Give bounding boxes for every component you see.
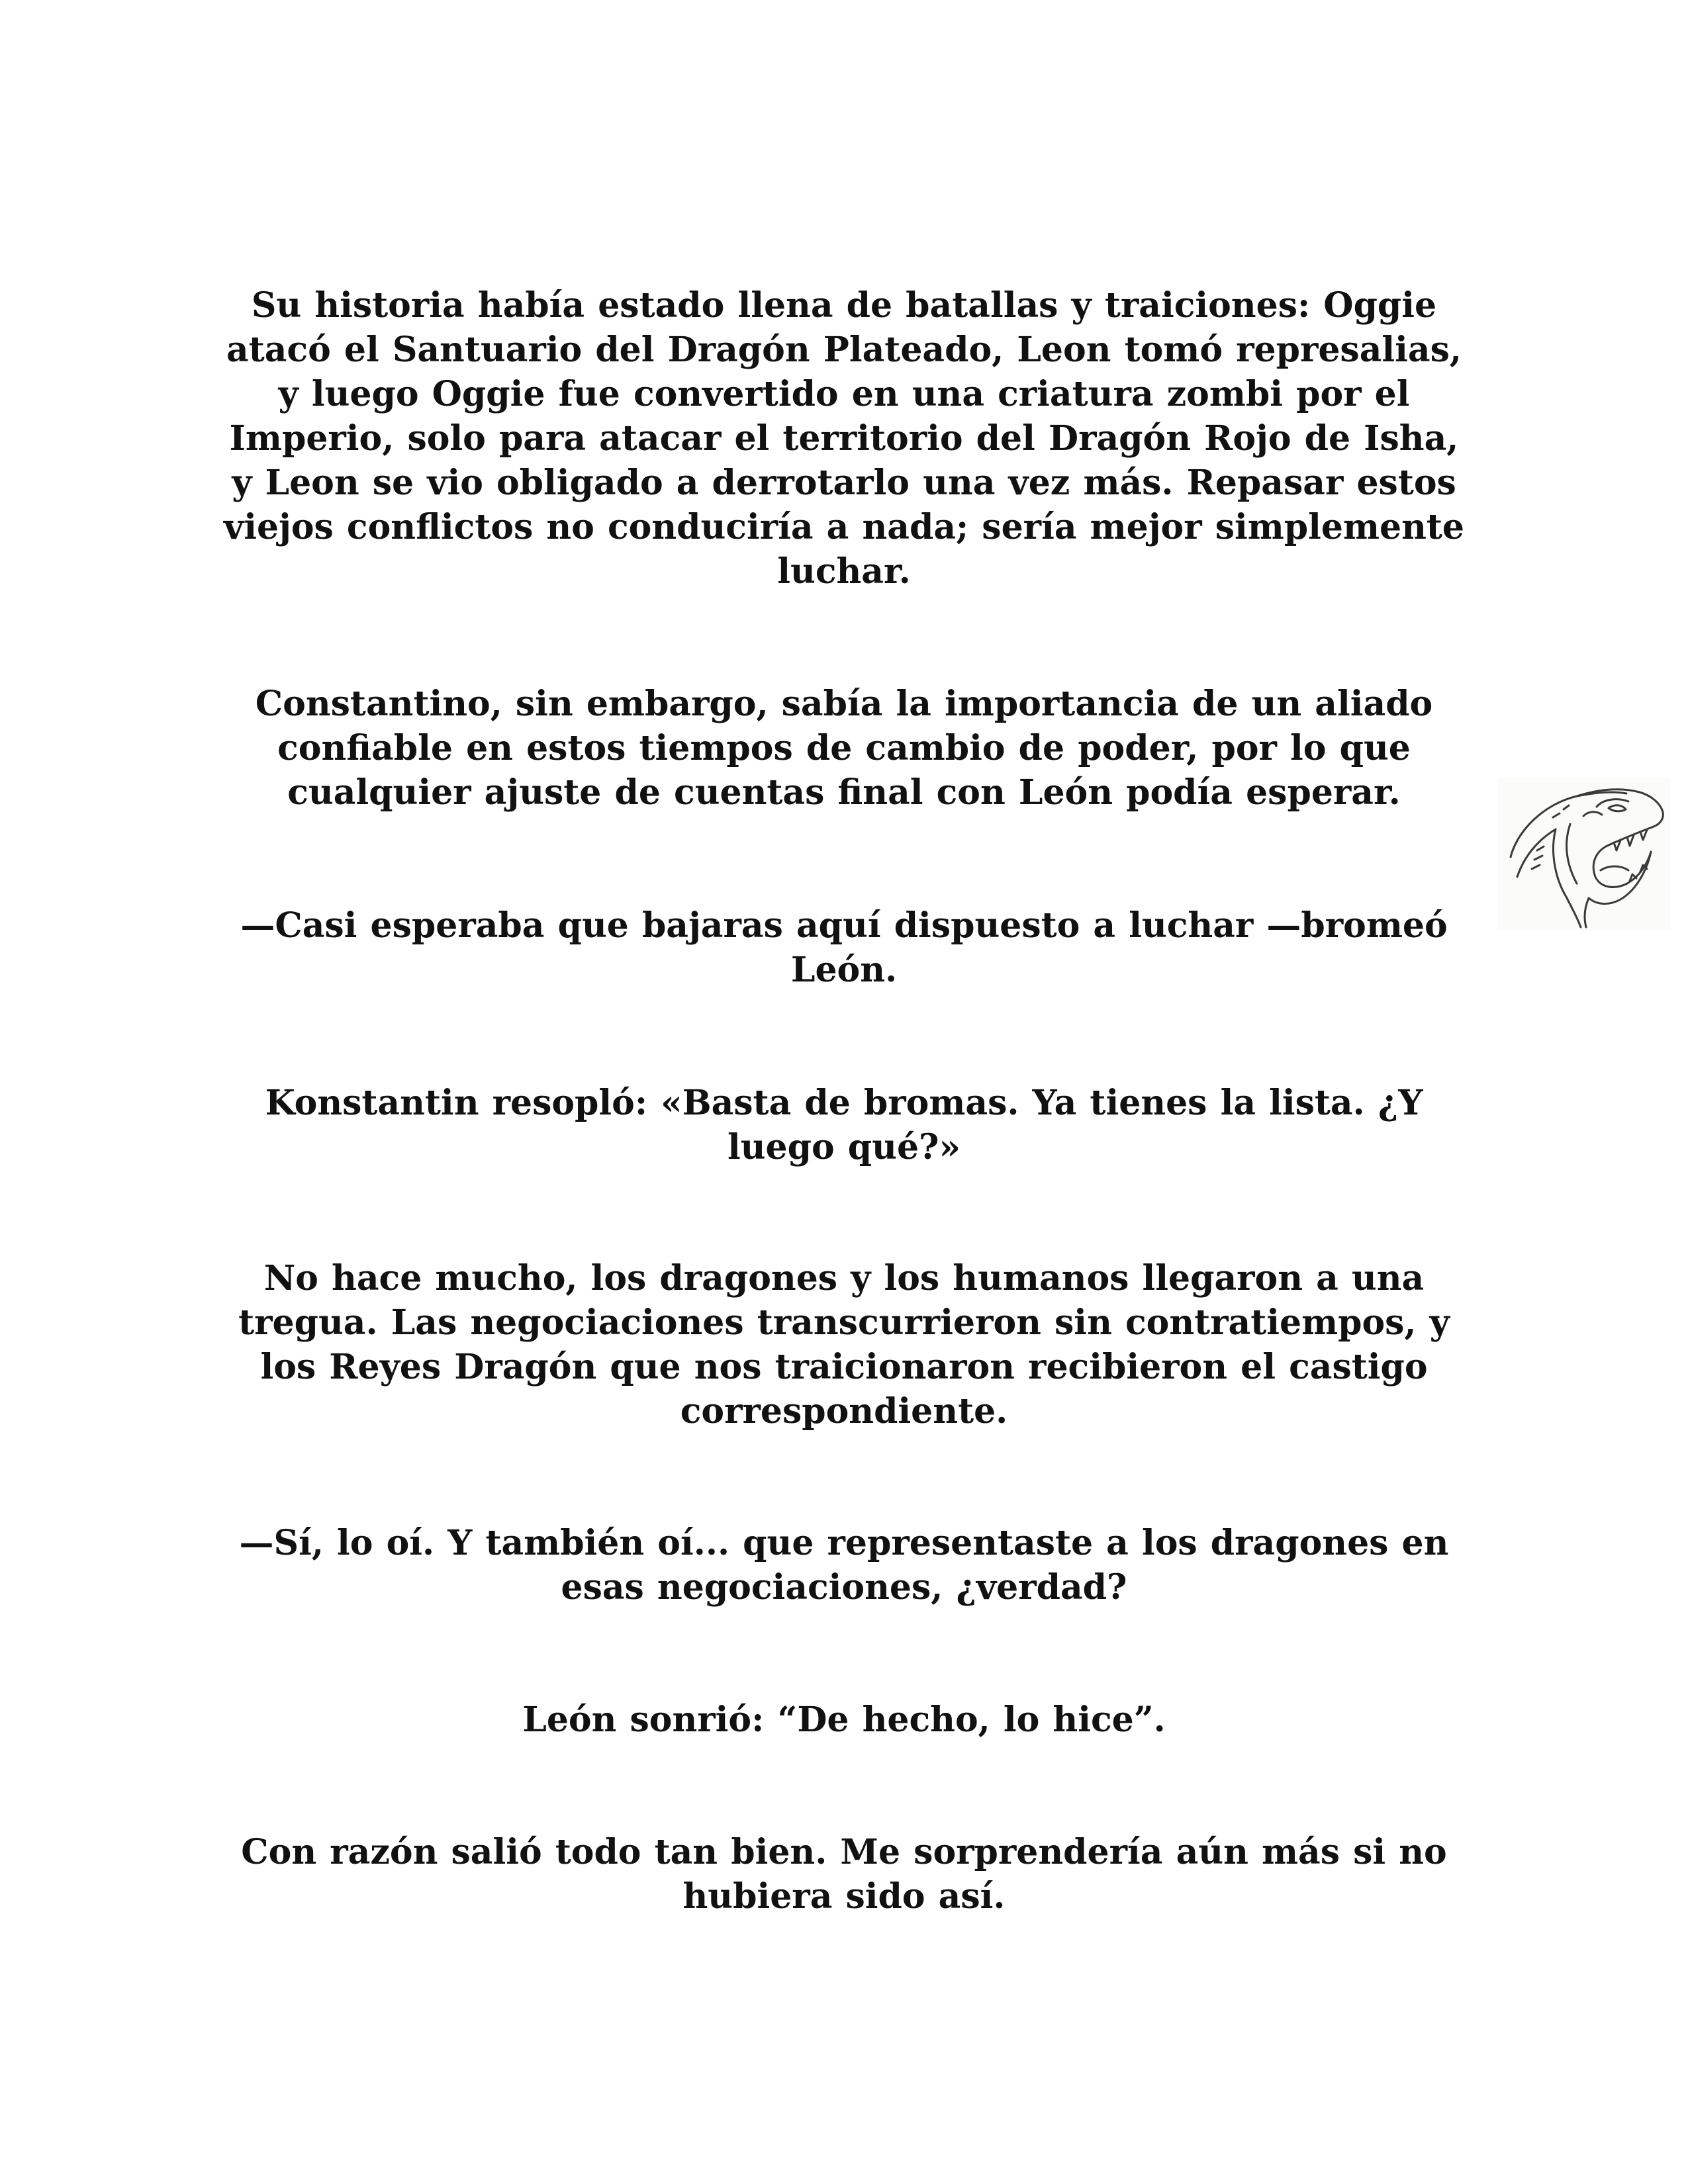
paragraph-closing: Con razón salió todo tan bien. Me sorprendería aún más si no hubiera sido así.	[241, 1832, 1447, 1917]
paragraph-history: Su historia había estado llena de batallas y traiciones: Oggie atacó el Santuario del Dragón Plateado, Leon tomó represalias, y luego Oggie fue convertido en una criatura zombi por el Imperio, solo para atacar el territorio del Dragón Rojo de Isha, y Leon se vio obligado a derrotarlo una vez más. Repasar estos viejos conflictos no conduciría a nada; sería mejor simplemente luchar.	[224, 285, 1464, 592]
paragraph-dialogue-leon: —Casi esperaba que bajaras aquí dispuesto a luchar —bromeó León.	[240, 905, 1448, 990]
paragraph-constantino: Constantino, sin embargo, sabía la importancia de un aliado confiable en estos tiempos de cambio de poder, por lo que cualquier ajuste de cuentas final con León podía esperar.	[255, 684, 1433, 813]
paragraph-dialogue-konstantin: Konstantin resopló: «Basta de bromas. Ya tienes la lista. ¿Y luego qué?»	[265, 1083, 1423, 1167]
dragon-head-sketch-icon	[1497, 778, 1671, 931]
paragraph-dialogue-negotiations: —Sí, lo oí. Y también oí... que representaste a los dragones en esas negociaciones, ¿verdad?	[239, 1523, 1449, 1608]
paragraph-truce: No hace mucho, los dragones y los humanos llegaron a una tregua. Las negociaciones transcurrieron sin contratiempos, y los Reyes Dragón que nos traicionaron recibieron el castigo correspondiente.	[238, 1258, 1450, 1432]
paragraph-leon-smiled: León sonrió: “De hecho, lo hice”.	[522, 1700, 1166, 1740]
